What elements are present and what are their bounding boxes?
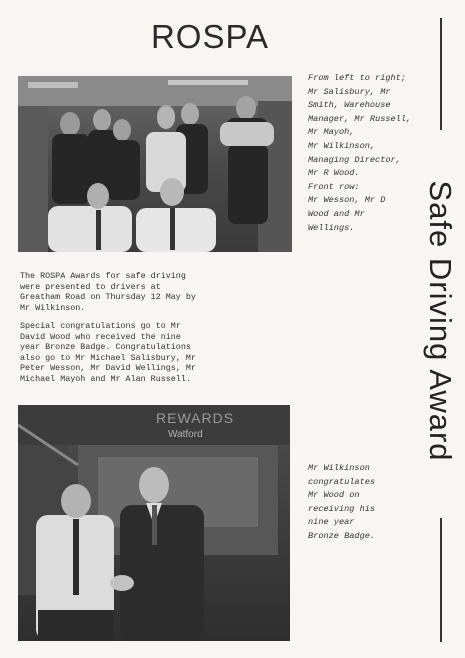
text-line: Special congratulations go to Mr [20,321,181,331]
caption-line: Mr Wesson, Mr D [308,195,386,206]
caption-line: Wood and Mr [308,208,365,219]
caption-line: Mr Mayoh, [308,127,355,138]
sign-town-text: Watford [168,429,203,440]
caption-line: congratulates [308,476,376,487]
text-line: were presented to drivers at [20,281,161,292]
caption-line: Bronze Badge. [308,530,376,541]
handshake-photo-caption [308,462,408,544]
caption-line: Mr Wilkinson [308,463,370,473]
caption-line: nine year [308,517,355,528]
group-photo-caption [308,72,420,235]
caption-line: Mr Wilkinson, [308,140,376,151]
caption-line: Mr Wood on [308,490,360,501]
side-title [420,138,460,504]
article-paragraph-1 [20,271,290,313]
text-line: Michael Mayoh and Mr Alan Russell. [20,373,191,384]
group-photo [18,76,292,252]
page-title: ROSPA [150,18,270,55]
caption-line: Front row: [308,181,360,192]
text-line: Peter Wesson, Mr David Wellings, Mr [20,363,196,373]
vertical-rule-bottom [440,518,442,642]
text-line: year Bronze Badge. Congratulations [20,342,191,352]
text-line: David Wood who received the nine [20,331,181,342]
text-line: Mr Wilkinson. [20,302,86,313]
caption-line: Manager, Mr Russell, [308,113,412,124]
caption-line: Managing Director, [308,154,401,165]
caption-line: Smith, Warehouse [308,100,391,111]
vertical-rule-top [440,18,442,130]
sign-brand-text: REWARDS [156,410,235,426]
caption-line: Wellings. [308,222,355,233]
caption-line: Mr Salisbury, Mr [308,86,391,97]
handshake-photo [18,405,290,641]
article-paragraph-2 [20,321,290,384]
caption-line: From left to right; [308,73,406,83]
side-title-text: Safe Driving Award [423,180,458,462]
text-line: also go to Mr Michael Salisbury, Mr [20,352,196,363]
text-line: Greatham Road on Thursday 12 May by [20,292,196,302]
caption-line: Mr R Wood. [308,168,360,179]
caption-line: receiving his [308,503,376,514]
text-line: The ROSPA Awards for safe driving [20,271,186,281]
